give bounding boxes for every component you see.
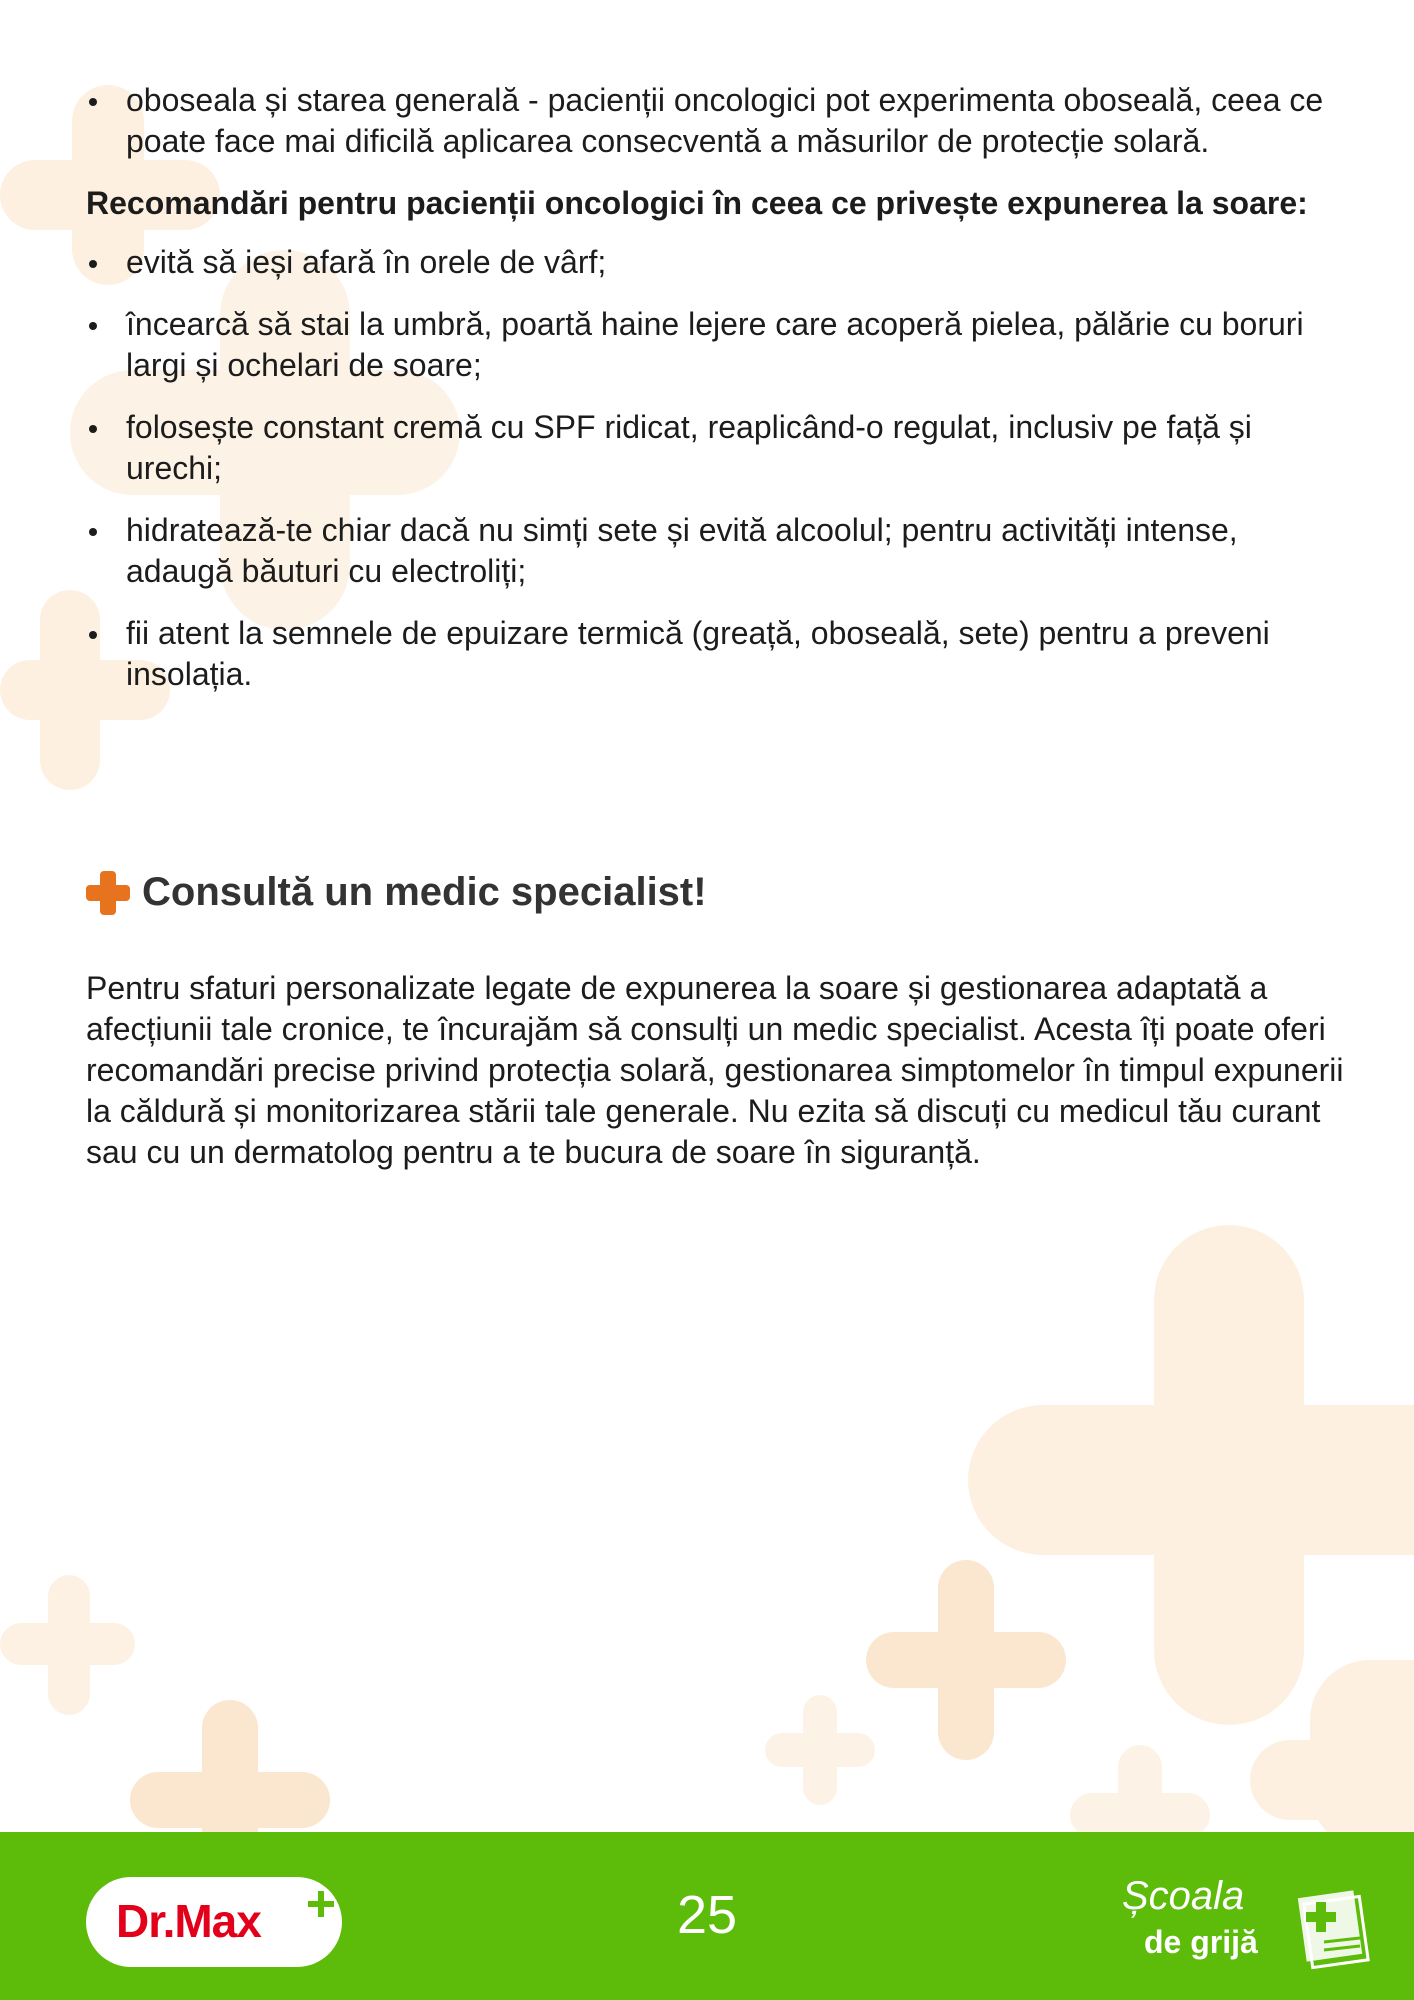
decorative-cross-icon [0,1575,140,1715]
bullet-list-top [86,80,1336,162]
list-item: oboseala și starea generală - pacienții oncologici pot experimenta oboseală, ceea ce poate face mai dificilă aplicarea consecventă a măsurilor de protecție solară. [86,80,1336,162]
scoala-de-grija-logo [1118,1870,1378,1980]
consult-title: Consultă un medic specialist! [142,870,707,914]
logo-text: Dr.Max [116,1895,261,1947]
decorative-cross-icon [765,1695,875,1805]
list-item: folosește constant cremă cu SPF ridicat, reaplicând-o regulat, inclusiv pe față și urechi; [86,407,1336,489]
consult-heading [86,870,707,915]
plus-icon [86,871,130,915]
decorative-cross-icon [1250,1660,1414,1860]
list-item: fii atent la semnele de epuizare termică (greață, oboseală, sete) pentru a preveni insolația. [86,613,1336,695]
brand-line1: Școala [1122,1874,1245,1918]
notebook-plus-icon [1294,1880,1374,1970]
consult-paragraph: Pentru sfaturi personalizate legate de expunerea la soare și gestionarea adaptată a afecțiunii tale cronice, te încurajăm să consulți un medic specialist. Acesta îți poate oferi recomandări precise privind protecția solară, gestionarea simptomelor în timpul expunerii la căldură și monitorizarea stării tale generale. Nu ezita să discuți cu medicul tău curant sau cu un dermatolog pentru a te bucura de soare în siguranță. [86,970,1344,1170]
recommendations-list [86,242,1336,695]
recommendations-heading: Recomandări pentru pacienții oncologici în ceea ce privește expunerea la soare: [86,185,1308,221]
list-item: evită să ieși afară în orele de vârf; [86,242,1336,283]
brand-line2: de grijă [1144,1924,1258,1960]
list-item: hidratează-te chiar dacă nu simți sete și evită alcoolul; pentru activități intense, adaugă băuturi cu electroliți; [86,510,1336,592]
decorative-cross-icon [866,1560,1066,1760]
page-number: 25 [676,1885,738,1945]
footer [0,1832,1414,2000]
main-content [86,80,1336,716]
list-item: încearcă să stai la umbră, poartă haine lejere care acoperă pielea, pălărie cu boruri largi și ochelari de soare; [86,304,1336,386]
